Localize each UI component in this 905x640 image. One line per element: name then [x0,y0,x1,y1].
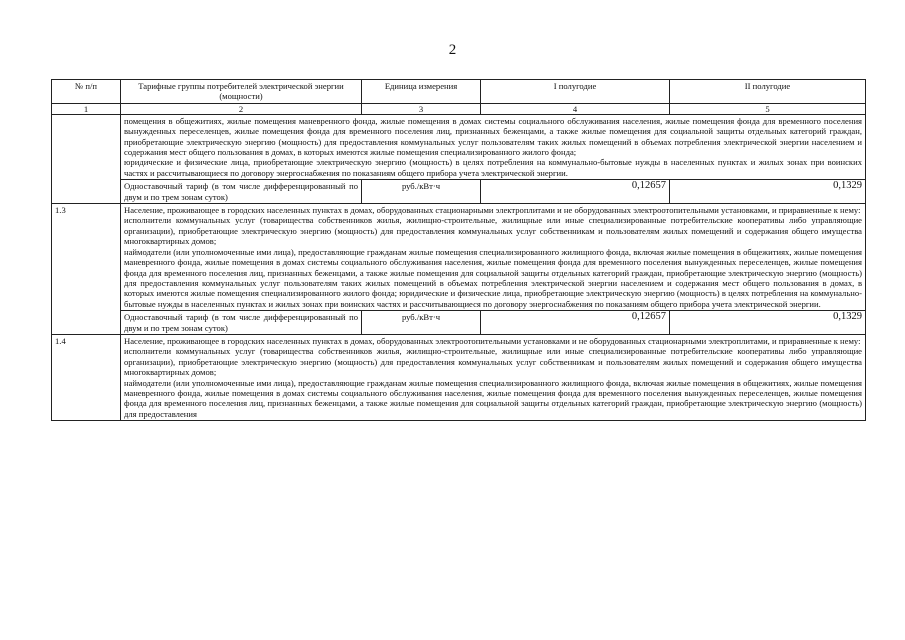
group-description [121,114,866,179]
unit-cell: руб./кВт·ч [362,180,481,204]
column-number-row [52,103,866,114]
description-paragraph: Население, проживающее в городских населенных пунктах в домах, оборудованных стационарными электроплитами и не оборудованных электроотопительными установками, и приравненные к нему: [124,205,861,216]
tariff-row [52,180,866,204]
tariff-table [51,79,866,421]
column-number: 4 [481,103,670,114]
table-row [52,114,866,179]
tariff-row [52,311,866,335]
description-paragraph: исполнители коммунальных услуг (товарищества собственников жилья, жилищно-строительные, жилищные или иные специализированные потребительские кооперативы либо управляющие организации), приобретающие электрическую энергию (мощность) для предоставления коммунальных услуг собственникам и пользователям жилых помещений и содержания общего имущества многоквартирных домов; [124,215,862,247]
description-paragraph: наймодатели (или уполномоченные ими лица), предоставляющие гражданам жилые помещения специализированного жилищного фонда, включая жилые помещения в общежитиях, жилые помещения маневренного фонда, жилые помещения в домах системы социального обслуживания населения, жилые помещения фонда для временного поселения вынужденных переселенцев, жилые помещения фонда для временного поселения лиц, признанных беженцами, а также жилые помещения для социальной защиты отдельных категорий граждан, приобретающие электрическую энергию (мощность) для предоставления коммунальных услуг пользователям таких жилых помещений в объемах потребления электрической энергии населением и содержания мест общего пользования в домах, в которых имеются жилые помещения специализированного жилого фонда; юридические и физические лица, приобретающие электрическую энергию (мощность) в целях потребления на коммунально-бытовые нужды в населенных пунктах и жилых зонах при воинских частях и рассчитывающиеся по договору энергоснабжения по показаниям общего прибора учета электрической энергии. [124,246,862,309]
description-paragraph: помещения в общежитиях, жилые помещения маневренного фонда, жилые помещения в домах системы социального обслуживания населения, жилые помещения фонда для временного поселения вынужденных переселенцев, жилые помещения фонда для временного поселения лиц, признанных беженцами, а также жилые помещения для социальной защиты отдельных категорий граждан, приобретающие электрическую энергию (мощность) для предоставления коммунальных услуг пользователям таких жилых помещений в объемах потребления электрической энергии населением и содержания мест общего пользования в домах, в которых имеются жилые помещения специализированного жилого фонда; [124,115,862,158]
description-paragraph: Население, проживающее в городских населенных пунктах в домах, оборудованных электроотопительными установками и не оборудованных стационарными электроплитами, и приравненные к нему: [124,335,861,346]
row-number-cell: 1.3 [52,204,121,335]
table-header-row [52,80,866,104]
group-description [121,204,866,311]
table-row [52,334,866,420]
row-number-cell [52,114,121,203]
h1-value: 0,12657 [481,311,670,335]
h2-value: 0,1329 [670,180,866,204]
row-number-cell: 1.4 [52,334,121,420]
description-paragraph: наймодатели (или уполномоченные ими лица), предоставляющие гражданам жилые помещения специализированного жилищного фонда, включая жилые помещения в общежитиях, жилые помещения маневренного фонда, жилые помещения в домах системы социального обслуживания населения, жилые помещения фонда для временного поселения вынужденных переселенцев, жилые помещения фонда для временного поселения лиц, признанных беженцами, а также жилые помещения для социальной защиты отдельных категорий граждан, приобретающие электрическую энергию (мощность) для предоставления [124,377,862,419]
header-col-h2: II полугодие [670,80,866,104]
column-number: 5 [670,103,866,114]
header-col-unit: Единица измерения [362,80,481,104]
column-number: 1 [52,103,121,114]
group-description [121,334,866,420]
header-col-num: № п/п [52,80,121,104]
column-number: 2 [121,103,362,114]
tariff-name: Одноставочный тариф (в том числе дифференцированный по двум и по трем зонам суток) [121,311,362,335]
page-number: 2 [448,42,457,58]
h2-value: 0,1329 [670,311,866,335]
tariff-name: Одноставочный тариф (в том числе дифференцированный по двум и по трем зонам суток) [121,180,362,204]
h1-value: 0,12657 [481,180,670,204]
description-paragraph: юридические и физические лица, приобретающие электрическую энергию (мощность) в целях потребления на коммунально-бытовые нужды в населенных пунктах и жилых зонах при воинских частях и рассчитывающиеся по договору энергоснабжения по показаниям общего прибора учета электрической энергии. [124,157,862,178]
table-row [52,204,866,311]
unit-cell: руб./кВт·ч [362,311,481,335]
description-paragraph: исполнители коммунальных услуг (товарищества собственников жилья, жилищно-строительные, жилищные или иные специализированные потребительские кооперативы либо управляющие организации), приобретающие электрическую энергию (мощность) для предоставления коммунальных услуг собственникам и пользователям жилых помещений и содержания общего имущества многоквартирных домов; [124,346,862,378]
header-col-groups: Тарифные группы потребителей электрической энергии (мощности) [121,80,362,104]
header-col-h1: I полугодие [481,80,670,104]
column-number: 3 [362,103,481,114]
